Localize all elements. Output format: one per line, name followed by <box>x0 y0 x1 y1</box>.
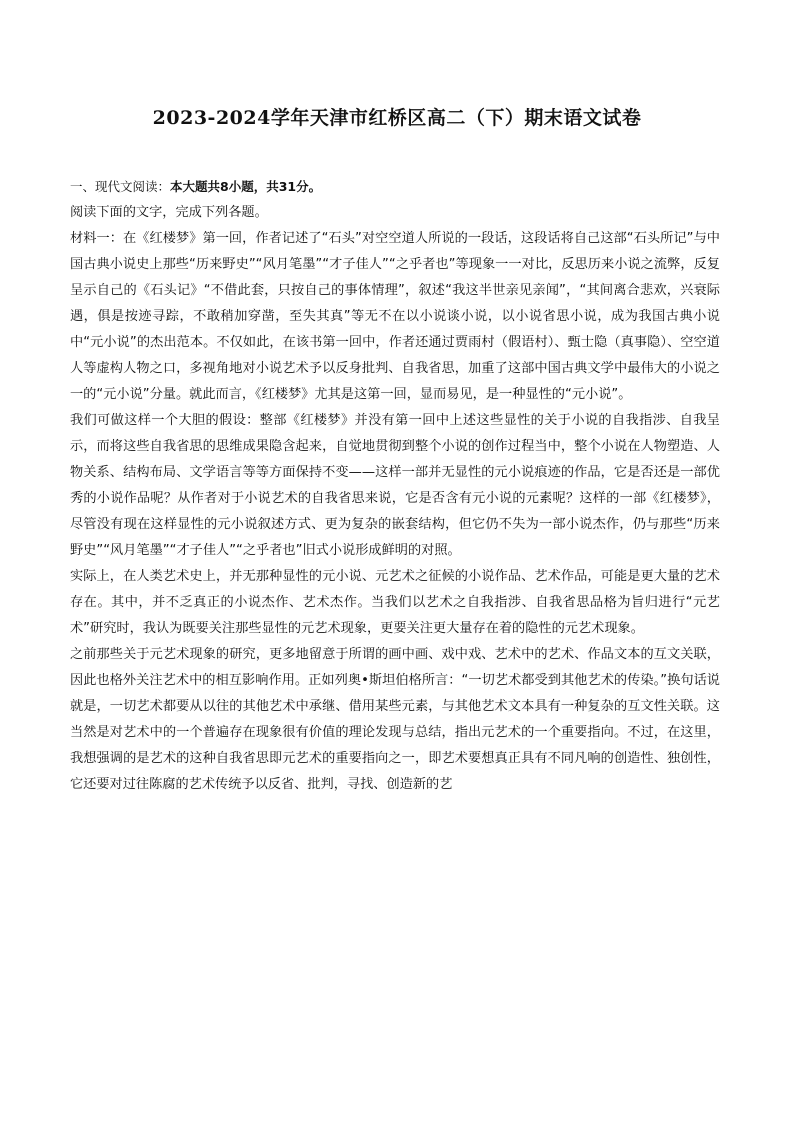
section-description: 本大题共8小题，共31分。 <box>170 179 322 194</box>
section-heading <box>70 174 720 200</box>
paragraph: 实际上，在人类艺术史上，并无那种显性的元小说、元艺术之征候的小说作品、艺术作品，可能是更大量的艺术存在。其中，并不乏真正的小说杰作、艺术杰作。当我们以艺术之自我指涉、自我省思品格为旨归进行“元艺术”研究时，我认为既要关注那些显性的元艺术现象，更要关注更大量存在着的隐性的元艺术现象。 <box>70 569 720 636</box>
section-prefix: 一、现代文阅读： <box>70 179 171 194</box>
document-body <box>70 174 720 798</box>
paragraph: 我们可做这样一个大胆的假设：整部《红楼梦》并没有第一回中上述这些显性的关于小说的自我指涉、自我呈示，而将这些自我省思的思维成果隐含起来，自觉地贯彻到整个小说的创作过程当中，整个小说在人物塑造、人物关系、结构布局、文学语言等等方面保持不变——这样一部并无显性的元小说痕迹的作品，它是否还是一部优秀的小说作品呢？从作者对于小说艺术的自我省思来说，它是否含有元小说的元素呢？这样的一部《红楼梦》，尽管没有现在这样显性的元小说叙述方式、更为复杂的嵌套结构，但它仍不失为一部小说杰作，仍与那些“历来野史”“风月笔墨”“才子佳人”“之乎者也”旧式小说形成鲜明的对照。 <box>70 413 720 558</box>
paragraph: 之前那些关于元艺术现象的研究，更多地留意于所谓的画中画、戏中戏、艺术中的艺术、作品文本的互文关联，因此也格外关注艺术中的相互影响作用。正如列奥•斯坦伯格所言：“一切艺术都受到其他艺术的传染。”换句话说就是，一切艺术都要从以往的其他艺术中承继、借用某些元素，与其他艺术文本具有一种复杂的互文性关联。这当然是对艺术中的一个普遍存在现象很有价值的理论发现与总结，指出元艺术的一个重要指向。不过，在这里，我想强调的是艺术的这种自我省思即元艺术的重要指向之一，即艺术要想真正具有不同凡响的创造性、独创性，它还要对过往陈腐的艺术传统予以反省、批判，寻找、创造新的艺 <box>70 647 720 792</box>
page-title: 2023-2024学年天津市红桥区高二（下）期末语文试卷 <box>152 107 642 129</box>
paragraph: 材料一：在《红楼梦》第一回，作者记述了“石头”对空空道人所说的一段话，这段话将自己这部“石头所记”与中国古典小说史上那些“历来野史”“风月笔墨”“才子佳人”“之乎者也”等现象一一对比，反思历来小说之流弊，反复呈示自己的《石头记》“不借此套，只按自己的事体情理”，叙述“我这半世亲见亲闻”，“其间离合悲欢，兴衰际遇，俱是按迹寻踪，不敢稍加穿凿，至失其真”等无不在以小说谈小说，以小说省思小说，成为我国古典小说中“元小说”的杰出范本。不仅如此，在该书第一回中，作者还通过贾雨村（假语村）、甄士隐（真事隐）、空空道人等虚构人物之口，多视角地对小说艺术予以反身批判、自我省思，加重了这部中国古典文学中最伟大的小说之一的“元小说”分量。就此而言，《红楼梦》尤其是这第一回，显而易见，是一种显性的“元小说”。 <box>70 231 720 402</box>
reading-instruction: 阅读下面的文字，完成下列各题。 <box>70 205 268 220</box>
